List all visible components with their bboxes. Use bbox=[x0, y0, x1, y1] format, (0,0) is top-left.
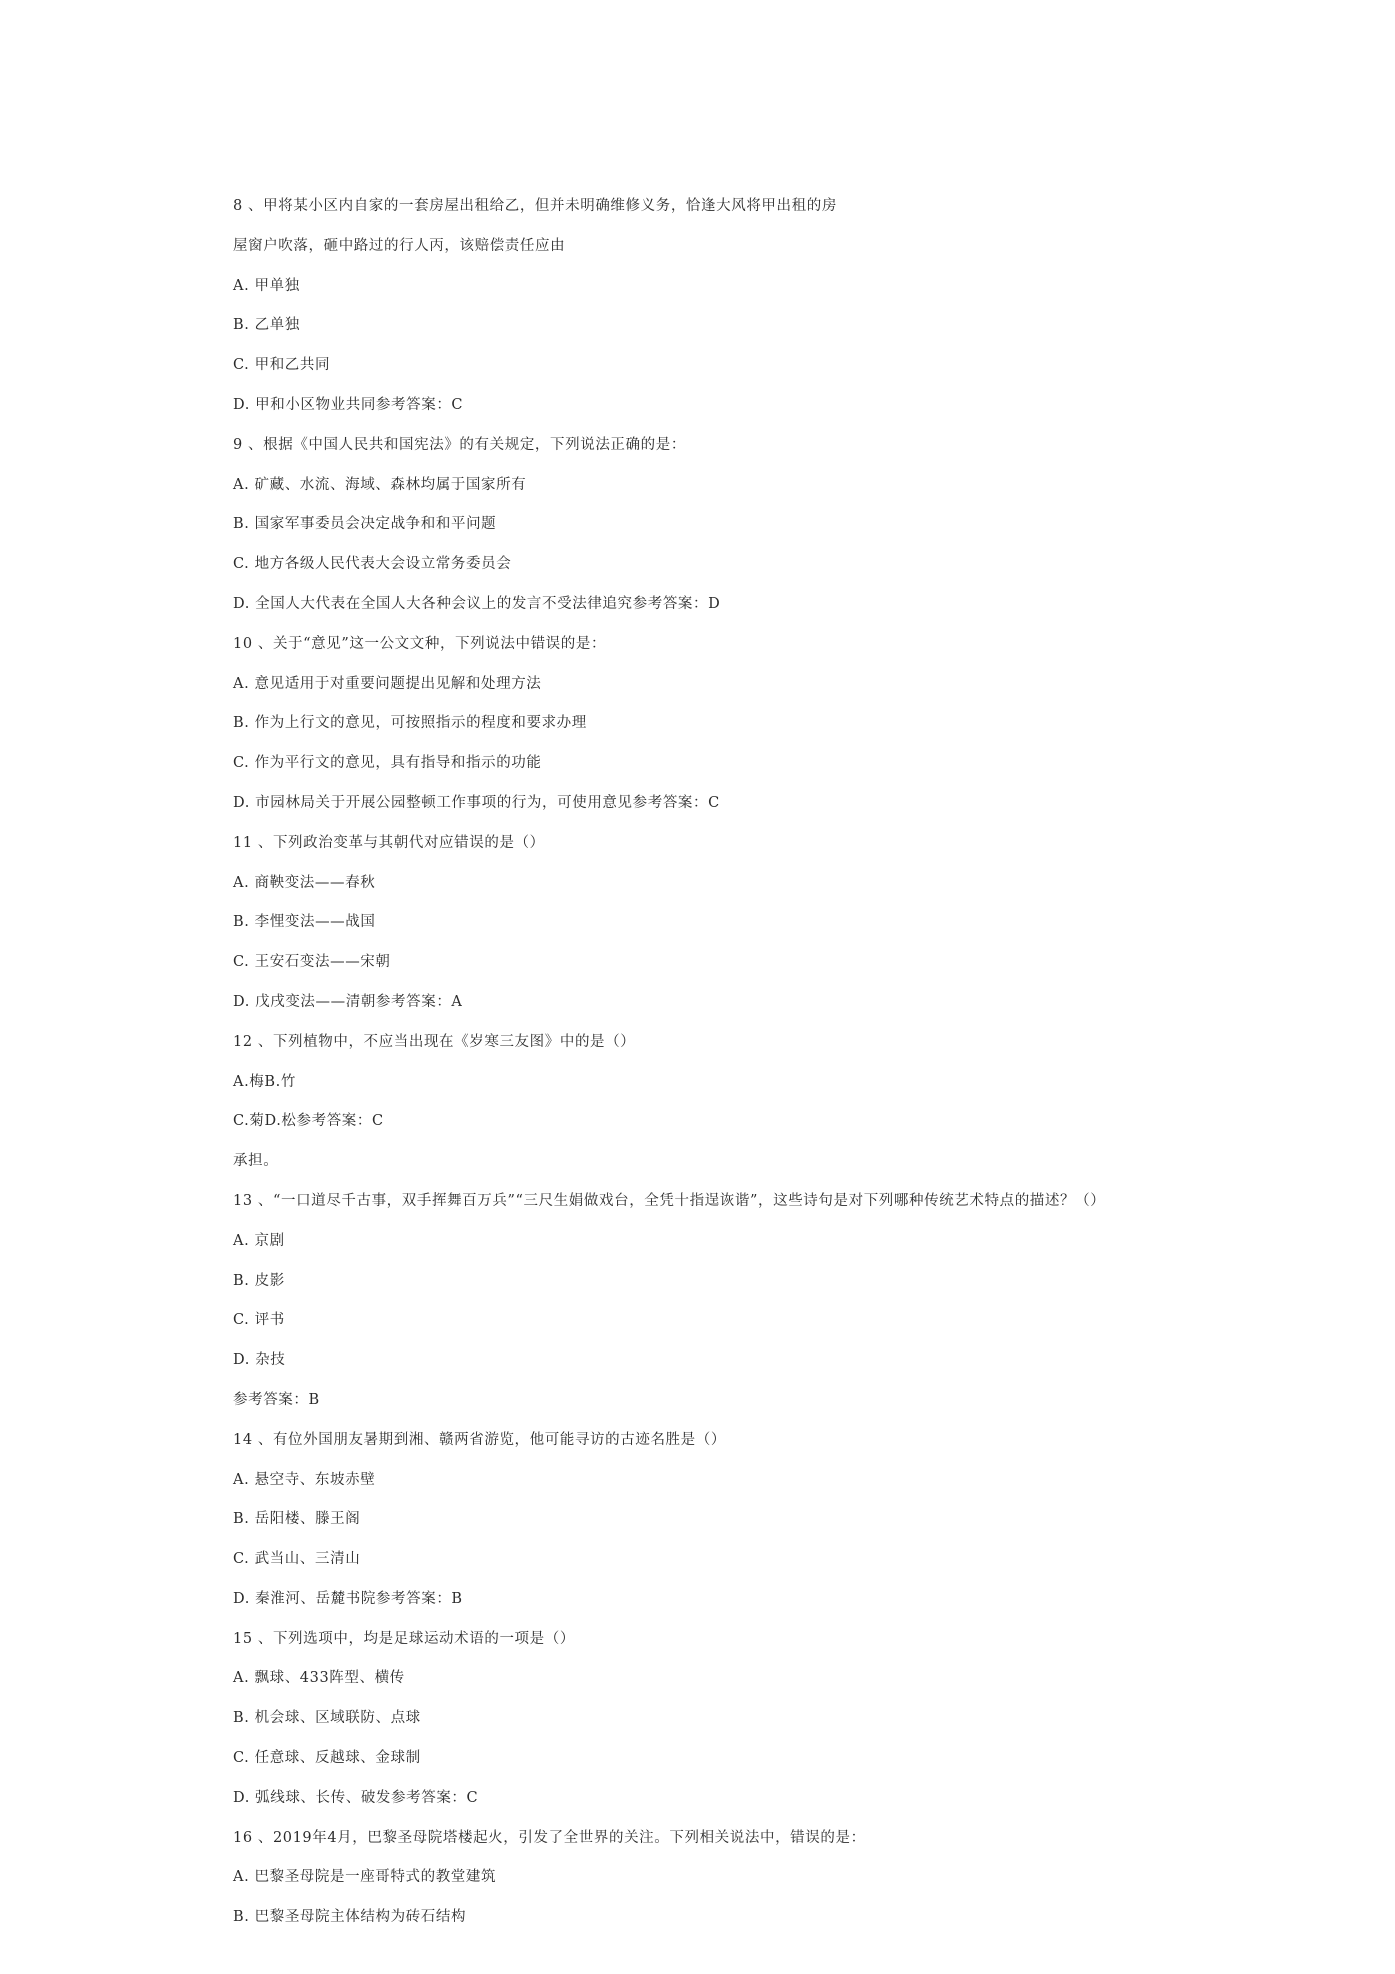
text-line: B. 机会球、区域联防、点球 bbox=[233, 1710, 421, 1727]
text-line: A. 意见适用于对重要问题提出见解和处理方法 bbox=[233, 675, 542, 692]
text-line: D. 弧线球、长传、破发参考答案：C bbox=[233, 1789, 479, 1806]
text-line: A. 甲单独 bbox=[233, 277, 300, 294]
text-line: B. 国家军事委员会决定战争和和平问题 bbox=[233, 516, 497, 533]
text-line: 8 、甲将某小区内自家的一套房屋出租给乙，但并未明确维修义务，恰逢大风将甲出租的房 bbox=[233, 198, 837, 214]
text-line: 9 、根据《中国人民共和国宪法》的有关规定，下列说法正确的是： bbox=[233, 436, 686, 453]
text-line: C. 作为平行文的意见，具有指导和指示的功能 bbox=[233, 755, 542, 772]
text-line: D. 杂技 bbox=[233, 1352, 286, 1369]
text-line: A. 悬空寺、东坡赤壁 bbox=[233, 1471, 376, 1488]
text-line: A. 矿藏、水流、海域、森林均属于国家所有 bbox=[233, 476, 527, 493]
text-line: B. 皮影 bbox=[233, 1272, 285, 1289]
text-line: C. 任意球、反越球、金球制 bbox=[233, 1750, 421, 1767]
text-line: A. 飘球、433阵型、横传 bbox=[233, 1670, 405, 1687]
text-line: 13 、“一口道尽千古事，双手挥舞百万兵”“三尺生娟做戏台，全凭十指逞诙谐”，这些诗句是对下列哪种传统艺术特点的描述？（） bbox=[233, 1192, 1106, 1209]
text-line: A. 巴黎圣母院是一座哥特式的教堂建筑 bbox=[233, 1869, 497, 1886]
text-line: 12 、下列植物中，不应当出现在《岁寒三友图》中的是（） bbox=[233, 1033, 636, 1050]
text-line: B. 作为上行文的意见，可按照指示的程度和要求办理 bbox=[233, 715, 587, 732]
text-line: C. 评书 bbox=[233, 1312, 285, 1329]
text-line: 承担。 bbox=[233, 1153, 279, 1170]
text-line: 16 、2019年4月，巴黎圣母院塔楼起火，引发了全世界的关注。下列相关说法中，错误的是： bbox=[233, 1829, 866, 1846]
text-line: D. 全国人大代表在全国人大各种会议上的发言不受法律追究参考答案：D bbox=[233, 595, 721, 612]
text-line: B. 李悝变法——战国 bbox=[233, 914, 376, 931]
text-line: B. 岳阳楼、滕王阁 bbox=[233, 1511, 361, 1528]
text-line: C. 甲和乙共同 bbox=[233, 357, 331, 374]
text-line: D. 甲和小区物业共同参考答案：C bbox=[233, 396, 464, 413]
text-line: 15 、下列选项中，均是足球运动术语的一项是（） bbox=[233, 1630, 575, 1647]
document-text bbox=[233, 196, 1333, 1947]
text-line: C. 王安石变法——宋朝 bbox=[233, 954, 391, 971]
text-line: B. 巴黎圣母院主体结构为砖石结构 bbox=[233, 1909, 467, 1926]
text-line: D. 市园林局关于开展公园整顿工作事项的行为，可使用意见参考答案：C bbox=[233, 794, 720, 811]
text-line: C. 武当山、三清山 bbox=[233, 1551, 361, 1568]
text-line: C.菊D.松参考答案：C bbox=[233, 1113, 384, 1130]
text-line: A.梅B.竹 bbox=[233, 1073, 296, 1090]
text-line: 11 、下列政治变革与其朝代对应错误的是（） bbox=[233, 834, 545, 851]
text-line: C. 地方各级人民代表大会设立常务委员会 bbox=[233, 556, 512, 573]
text-line: B. 乙单独 bbox=[233, 317, 300, 334]
text-line: 14 、有位外国朋友暑期到湘、赣两省游览，他可能寻访的古迹名胜是（） bbox=[233, 1431, 726, 1448]
text-line: 参考答案：B bbox=[233, 1391, 320, 1408]
text-line: A. 商鞅变法——春秋 bbox=[233, 874, 376, 891]
text-line: A. 京剧 bbox=[233, 1232, 285, 1249]
text-line: 10 、关于“意见”这一公文文种，下列说法中错误的是： bbox=[233, 635, 607, 652]
text-line: 屋窗户吹落，砸中路过的行人丙，该赔偿责任应由 bbox=[233, 237, 566, 254]
text-line: D. 秦淮河、岳麓书院参考答案：B bbox=[233, 1590, 463, 1607]
text-line: D. 戊戌变法——清朝参考答案：A bbox=[233, 993, 463, 1010]
